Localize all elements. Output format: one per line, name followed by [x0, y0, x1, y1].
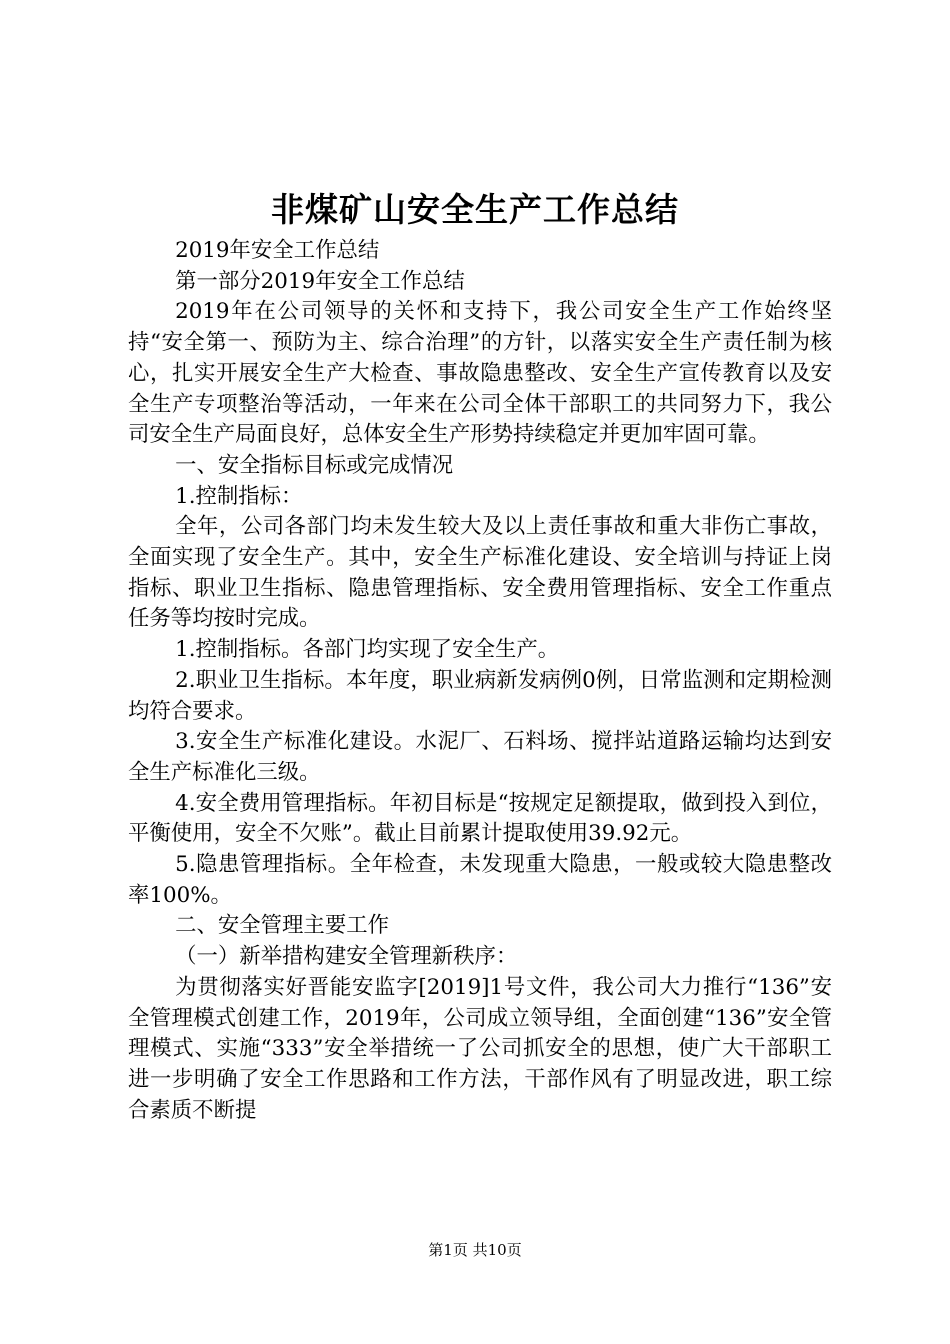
subheading-new-measures: （一）新举措构建安全管理新秩序：: [175, 944, 518, 970]
document-body: [128, 236, 832, 1126]
document-title: 非煤矿山安全生产工作总结: [271, 190, 679, 229]
subheading-control-index: 1.控制指标：: [175, 483, 303, 509]
paragraph-annual-summary: 全年，公司各部门均未发生较大及以上责任事故和重大非伤亡事故，全面实现了安全生产。其中，安全生产标准化建设、安全培训与持证上岗指标、职业卫生指标、隐患管理指标、安全费用管理指标、安全工作重点任务等均按时完成。: [128, 514, 832, 632]
paragraph-subtitle: 2019年安全工作总结: [175, 238, 380, 263]
list-item-1: 1.控制指标。各部门均实现了安全生产。: [175, 637, 560, 663]
paragraph-136-mode: 为贯彻落实好晋能安监字[2019]1号文件，我公司大力推行“136”安全管理模式创建工作，2019年，公司成立领导组，全面创建“136”安全管理模式、实施“333”安全举措统一了公司抓安全的思想，使广大干部职工进一步明确了安全工作思路和工作方法，干部作风有了明显改进，职工综合素质不断提: [128, 974, 832, 1123]
list-item-5: 5.隐患管理指标。全年检查，未发现重大隐患，一般或较大隐患整改率100%。: [128, 852, 832, 908]
list-item-2: 2.职业卫生指标。本年度，职业病新发病例0例，日常监测和定期检测均符合要求。: [128, 667, 832, 724]
paragraph-intro: 2019年在公司领导的关怀和支持下，我公司安全生产工作始终坚持“安全第一、预防为主、综合治理”的方针，以落实安全生产责任制为核心，扎实开展安全生产大检查、事故隐患整改、安全生产宣传教育以及安全生产专项整治等活动，一年来在公司全体干部职工的共同努力下，我公司安全生产局面良好，总体安全生产形势持续稳定并更加牢固可靠。: [128, 299, 832, 448]
section-heading-2: 二、安全管理主要工作: [175, 913, 389, 939]
section-heading-1: 一、安全指标目标或完成情况: [175, 452, 454, 478]
list-item-3: 3.安全生产标准化建设。水泥厂、石料场、搅拌站道路运输均达到安全生产标准化三级。: [128, 729, 832, 785]
paragraph-part-heading: 第一部分2019年安全工作总结: [175, 268, 465, 294]
page-footer: 第1页 共10页: [428, 1241, 522, 1259]
list-item-4: 4.安全费用管理指标。年初目标是“按规定足额提取，做到投入到位，平衡使用，安全不欠账”。截止目前累计提取使用39.92元。: [128, 790, 832, 847]
